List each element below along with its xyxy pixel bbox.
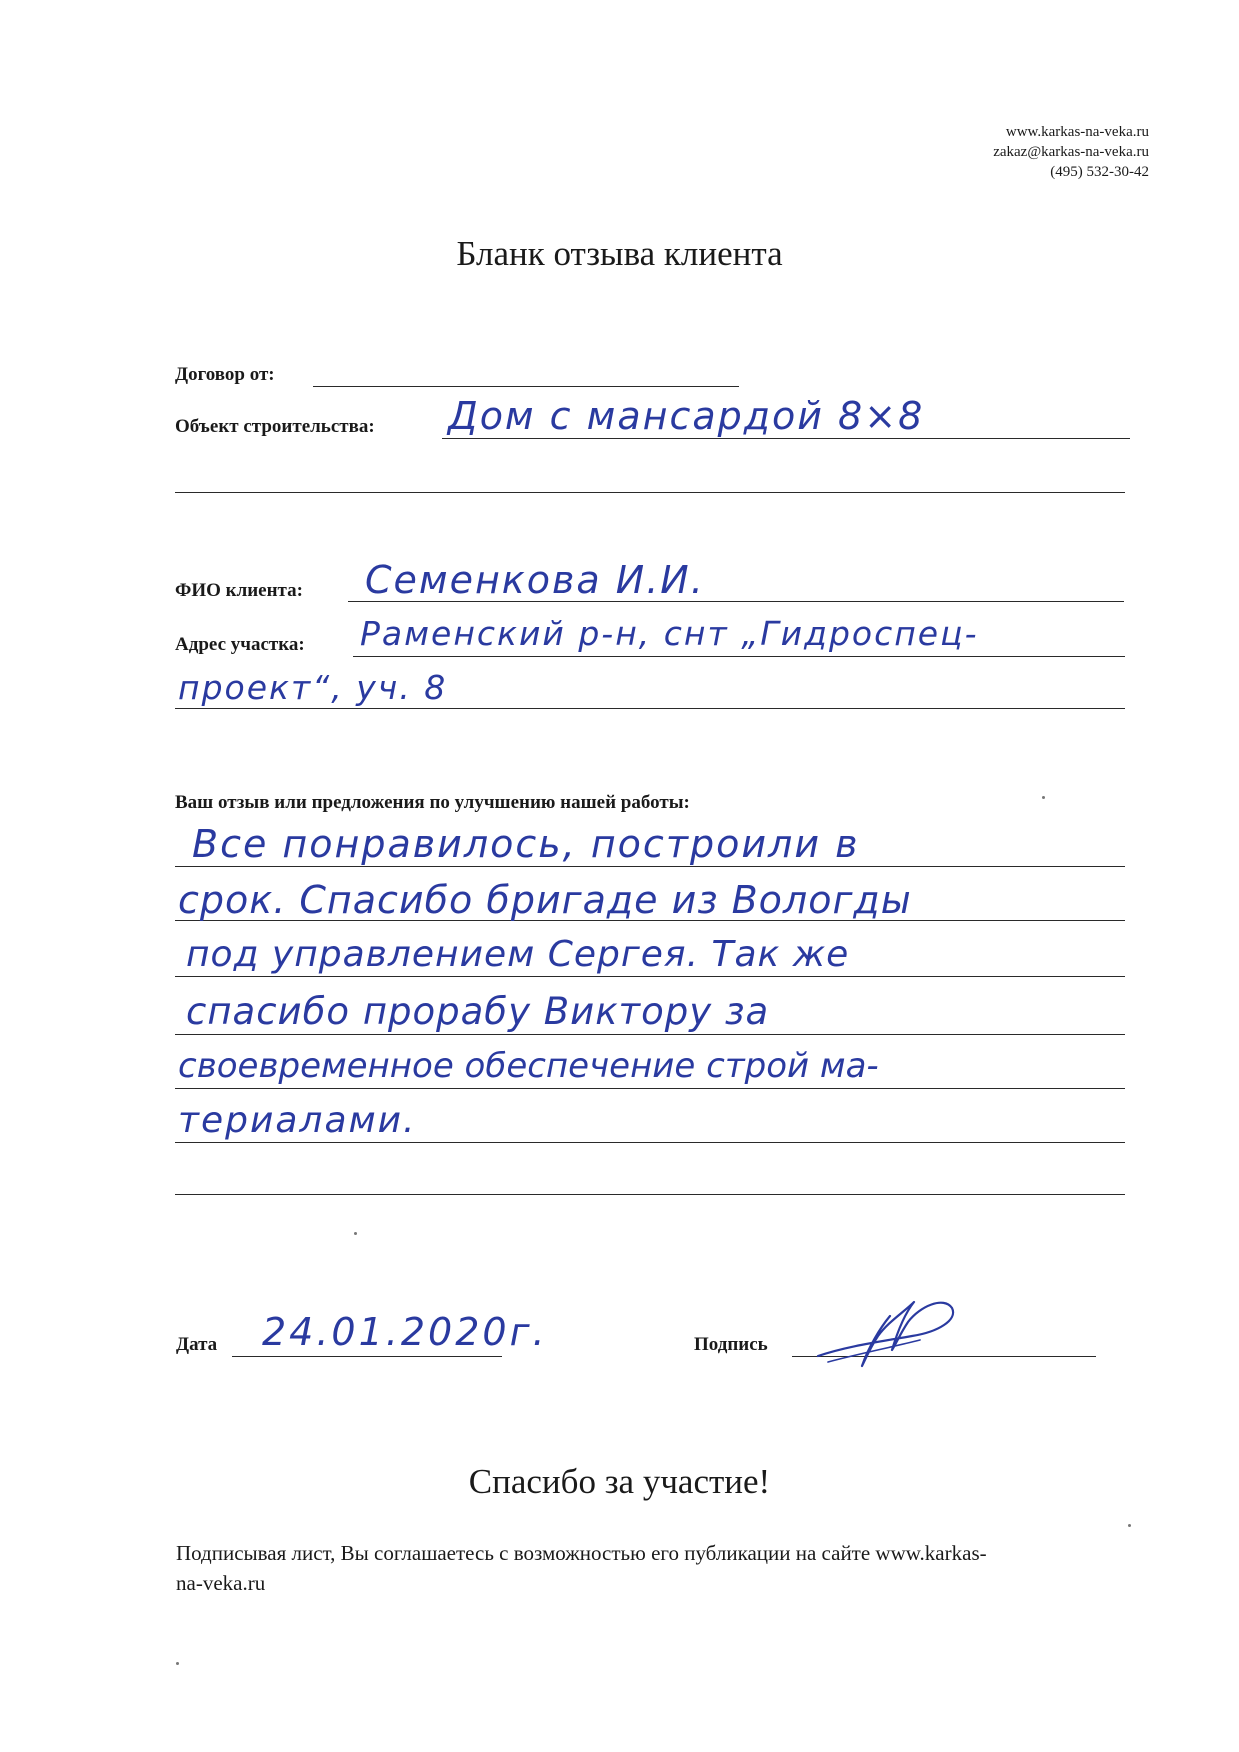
review-text-line[interactable]: Все понравилось, построили в [192, 822, 860, 866]
contract-line [313, 386, 739, 387]
review-text-line[interactable]: срок. Спасибо бригаде из Вологды [178, 878, 912, 922]
signature-label: Подпись [694, 1334, 768, 1355]
address-value-line-2[interactable]: проект“, уч. 8 [178, 668, 448, 707]
date-value[interactable]: 24.01.2020г. [262, 1310, 548, 1354]
scan-speck [1128, 1524, 1131, 1527]
email-link[interactable]: zakaz@karkas-na-veka.ru [993, 144, 1149, 160]
handwritten-signature [808, 1290, 968, 1370]
thanks-heading: Спасибо за участие! [468, 1462, 771, 1501]
review-line [175, 1194, 1125, 1195]
review-line [175, 976, 1125, 977]
client-label: ФИО клиента: [175, 580, 303, 601]
object-line-2 [175, 492, 1125, 493]
object-label: Объект строительства: [175, 416, 375, 437]
address-label: Адрес участка: [175, 634, 305, 655]
consent-note [176, 1538, 1166, 1598]
review-line [175, 866, 1125, 867]
consent-line: Подписывая лист, Вы соглашаетесь с возможностью его публикации на сайте www.karkas- [176, 1541, 987, 1565]
review-text-line[interactable]: своевременное обеспечение строй ма- [178, 1046, 879, 1086]
scan-speck [354, 1232, 357, 1235]
address-line [353, 656, 1125, 657]
consent-line: na-veka.ru [176, 1571, 266, 1595]
review-text-line[interactable]: спасибо прорабу Виктору за [186, 990, 770, 1033]
address-line-2 [175, 708, 1125, 709]
contact-block [993, 122, 1149, 182]
review-line [175, 1088, 1125, 1089]
phone-number: (495) 532-30-42 [1050, 164, 1149, 180]
review-line [175, 1142, 1125, 1143]
address-value-line-1[interactable]: Раменский р-н, снт „Гидроспец- [360, 614, 979, 653]
review-text-line[interactable]: под управлением Сергея. Так же [186, 934, 850, 975]
page-title: Бланк отзыва клиента [456, 234, 783, 273]
object-value[interactable]: Дом с мансардой 8×8 [448, 394, 925, 438]
website-link[interactable]: www.karkas-na-veka.ru [1005, 124, 1149, 140]
date-label: Дата [176, 1334, 218, 1355]
review-line [175, 1034, 1125, 1035]
date-line [232, 1356, 502, 1357]
review-label: Ваш отзыв или предложения по улучшению нашей работы: [175, 792, 690, 813]
client-value[interactable]: Семенкова И.И. [365, 558, 705, 602]
review-text-line[interactable]: териалами. [178, 1100, 417, 1141]
scan-speck [1042, 796, 1045, 799]
contract-label: Договор от: [175, 364, 275, 385]
object-line [442, 438, 1130, 439]
scan-speck [176, 1662, 179, 1665]
